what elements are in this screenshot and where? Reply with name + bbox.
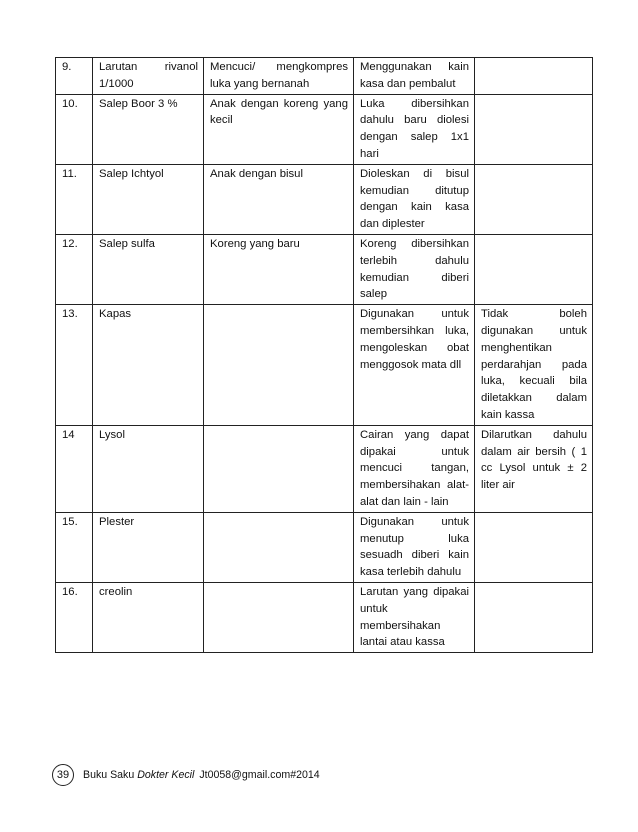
item-name: creolin bbox=[93, 582, 204, 652]
item-use bbox=[204, 425, 354, 512]
row-number: 13. bbox=[56, 305, 93, 426]
item-name: Kapas bbox=[93, 305, 204, 426]
item-method: Digunakan untuk menutup luka sesuadh diberi kain kasa terlebih dahulu bbox=[354, 512, 475, 582]
table-row bbox=[56, 305, 593, 426]
row-number: 10. bbox=[56, 94, 93, 164]
page-number: 39 bbox=[52, 764, 74, 786]
item-use: Anak dengan koreng yang kecil bbox=[204, 94, 354, 164]
footer-prefix: Buku Saku bbox=[83, 769, 135, 781]
row-number: 14 bbox=[56, 425, 93, 512]
item-note bbox=[475, 94, 593, 164]
item-note bbox=[475, 512, 593, 582]
item-use bbox=[204, 305, 354, 426]
item-note bbox=[475, 58, 593, 95]
item-method: Digunakan untuk membersihkan luka, mengoleskan obat menggosok mata dll bbox=[354, 305, 475, 426]
item-note bbox=[475, 164, 593, 234]
table-row bbox=[56, 164, 593, 234]
row-number: 9. bbox=[56, 58, 93, 95]
item-name: Plester bbox=[93, 512, 204, 582]
table-row bbox=[56, 582, 593, 652]
row-number: 16. bbox=[56, 582, 93, 652]
page-footer bbox=[52, 764, 323, 786]
item-use bbox=[204, 582, 354, 652]
medicine-table bbox=[55, 57, 593, 653]
item-method: Menggunakan kain kasa dan pembalut bbox=[354, 58, 475, 95]
item-method: Luka dibersihkan dahulu baru diolesi dengan salep 1x1 hari bbox=[354, 94, 475, 164]
item-use: Koreng yang baru bbox=[204, 234, 354, 304]
item-method: Dioleskan di bisul kemudian ditutup dengan kain kasa dan diplester bbox=[354, 164, 475, 234]
item-use: Anak dengan bisul bbox=[204, 164, 354, 234]
item-method: Koreng dibersihkan terlebih dahulu kemudian diberi salep bbox=[354, 234, 475, 304]
item-name: Salep Boor 3 % bbox=[93, 94, 204, 164]
item-note: Tidak boleh digunakan untuk menghentikan perdarahjan pada luka, kecuali bila diletakkan dalam kain kassa bbox=[475, 305, 593, 426]
row-number: 12. bbox=[56, 234, 93, 304]
item-use bbox=[204, 512, 354, 582]
item-method: Larutan yang dipakai untuk membersihakan lantai atau kassa bbox=[354, 582, 475, 652]
item-method: Cairan yang dapat dipakai untuk mencuci tangan, membersihakan alat-alat dan lain - lain bbox=[354, 425, 475, 512]
item-name: Salep sulfa bbox=[93, 234, 204, 304]
table-row bbox=[56, 512, 593, 582]
item-name: Larutan rivanol 1/1000 bbox=[93, 58, 204, 95]
row-number: 11. bbox=[56, 164, 93, 234]
row-number: 15. bbox=[56, 512, 93, 582]
item-name: Lysol bbox=[93, 425, 204, 512]
item-use: Mencuci/ mengkompres luka yang bernanah bbox=[204, 58, 354, 95]
item-note: Dilarutkan dahulu dalam air bersih ( 1 cc Lysol untuk ± 2 liter air bbox=[475, 425, 593, 512]
table-row bbox=[56, 94, 593, 164]
item-note bbox=[475, 234, 593, 304]
table-row bbox=[56, 234, 593, 304]
footer-book-title: Dokter Kecil bbox=[137, 769, 195, 781]
table-row bbox=[56, 425, 593, 512]
item-name: Salep Ichtyol bbox=[93, 164, 204, 234]
table-row bbox=[56, 58, 593, 95]
item-note bbox=[475, 582, 593, 652]
footer-contact: Jt0058@gmail.com#2014 bbox=[199, 769, 320, 781]
